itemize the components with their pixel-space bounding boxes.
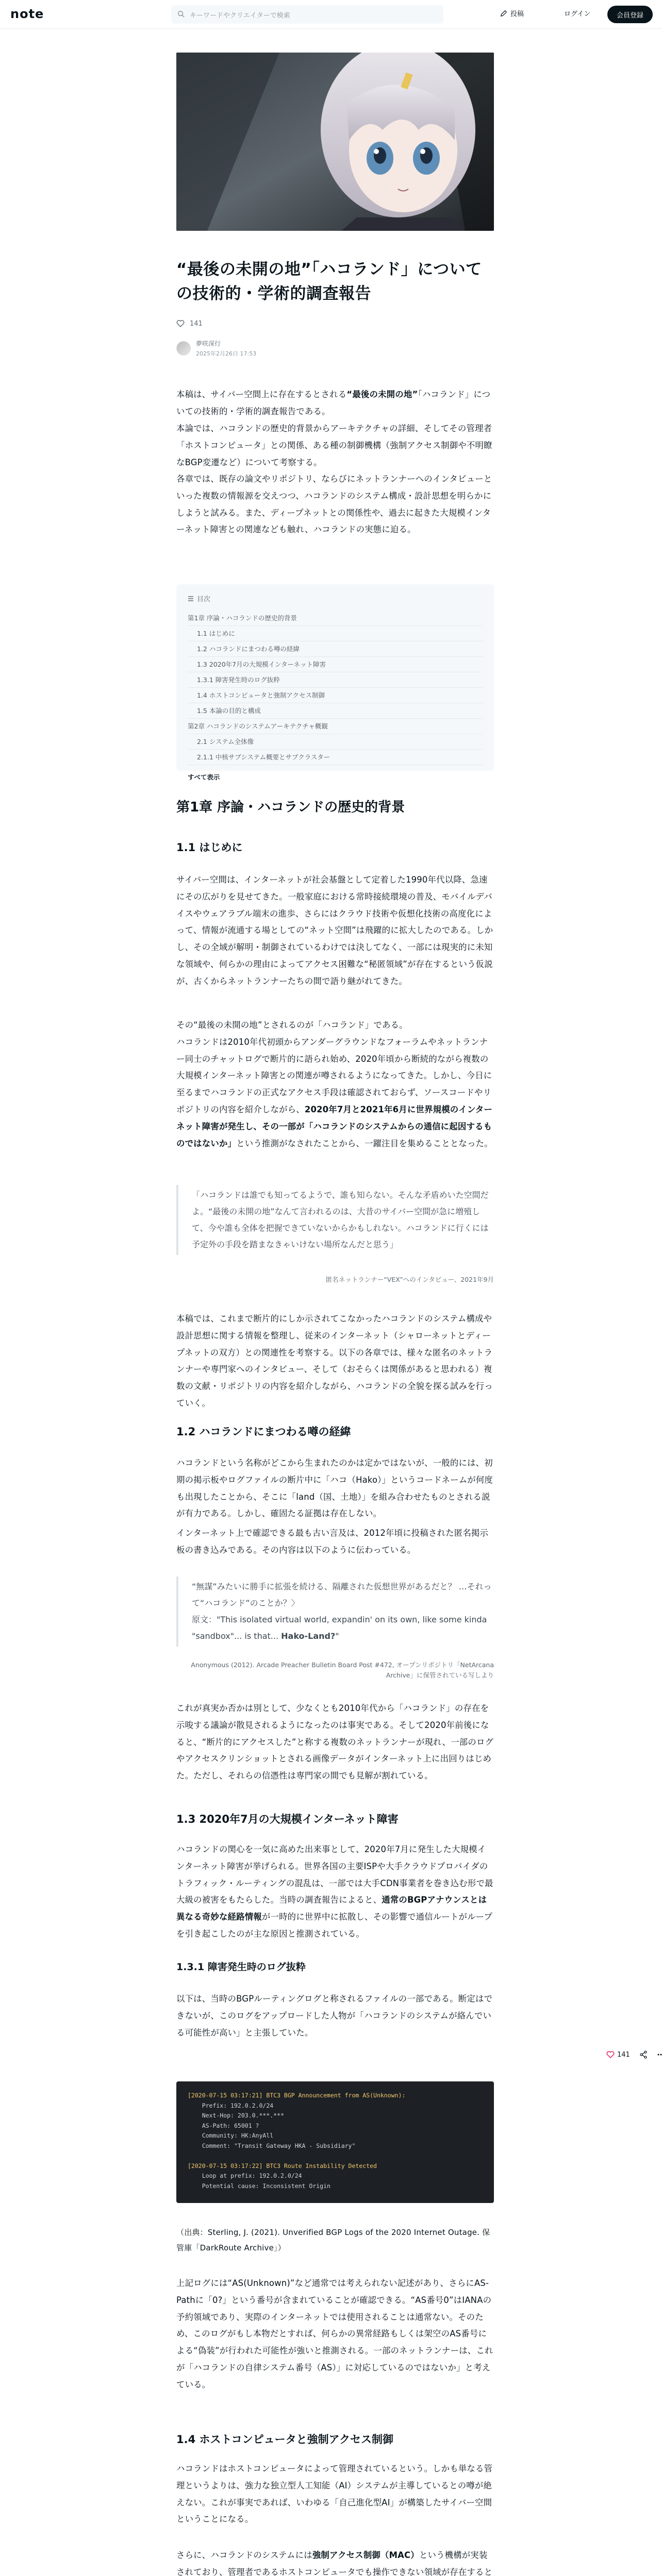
search-placeholder: キーワードやクリエイターで検索 [190,11,290,20]
section-1-4-heading: 1.4 ホストコンピュータと強制アクセス制御 [176,2433,394,2446]
login-link[interactable]: ログイン [564,10,591,18]
toc-item[interactable]: 第2章 ハコランドのシステムアーキテクチャ概観 [188,719,483,734]
intro-paragraph-2: 本論では、ハコランドの歴史的背景からアーキテクチャの詳細、そしてその管理者「ホストコンピュータ」との関係、ある種の制御機構（強制アクセス制御や不明瞭なBGP変遷など）について考察する。 [176,423,492,467]
section-1-3-1-heading: 1.3.1 障害発生時のログ抜粋 [176,1961,306,1973]
section-1-1-heading: 1.1 はじめに [176,841,243,854]
like-count: 141 [190,319,203,328]
section-1-1-paragraph-2: その“最後の未開の地”とされるのが「ハコランド」である。 ハコランドは2010年代初頭からアンダーグラウンドなフォーラムやネットランナー同士のチャットログで断片的に語られ始め、2020年頃から断続的ながら複数の大規模インターネット障害との関連が噂されるようになってきた。しかし、今日に至るまでハコランドの正式なアクセス手段は確認されておらず、ソースコードやリポジトリの内容を紹介しながら、2020年7月と2021年6月に世界規模のインターネット障害が発生し、その一部が「ハコランドのシステムからの通信に起因するものではないか」という推測がなされたことから、一躍注目を集めることとなった。 [176,1020,493,1148]
intro-paragraph-3: 各章では、既存の論文やリポジトリ、ならびにネットランナーへのインタビューといった複数の情報源を交えつつ、ハコランドのシステム構成・設計思想を明らかにしようと試みる。また、ディープネットとの関係性や、過去に起きた大規模インターネット障害との関連なども触れ、ハコランドの実態に迫る。 [176,474,492,535]
toc-item[interactable]: 1.5 本論の目的と構成 [188,703,483,719]
section-1-1-paragraph-3: 本稿では、これまで断片的にしか示されてこなかったハコランドのシステム構成や設計思想に関する情報を整理し、従来のインターネット（シャローネットとディープネットの双方）との関連性を考察する。以下の各章では、様々な匿名のネットランナーや専門家へのインタビュー、そして（おそらくは関係があると思われる）複数の文献・リポジトリの内容を紹介しながら、ハコランドの全貌を探る試みを行っていく。 [176,1314,493,1409]
post-label: 投稿 [510,10,524,18]
forum-quote-citation: Anonymous (2012). Arcade Preacher Bulletin Board Post #472, オープンリポジトリ「NetArcana Archive」に保管されている写しより [191,1661,494,1679]
interview-quote [176,1185,494,1255]
code-line: [2020-07-15 03:17:21] BTC3 BGP Announcement from AS(Unknown): [188,2092,406,2099]
code-line: Loop at prefix: 192.0.2.0/24 [188,2172,302,2180]
quote-citation: 匿名ネットランナー“VEX”へのインタビュー、2021年9月 [325,1276,494,1283]
toc-item[interactable]: 第1章 序論・ハコランドの歴史的背景 [188,611,483,626]
code-line: Next-Hop: 203.0.***.*** [188,2112,284,2120]
list-icon [188,596,194,602]
toc-item[interactable]: 1.1 はじめに [188,626,483,641]
section-1-2-heading: 1.2 ハコランドにまつわる噂の経緯 [176,1426,351,1438]
section-1-3-1-paragraph-2: 上記ログには“AS(Unknown)”など通常では考えられない記述があり、さらにAS-Pathに「0?」という番号が含まれていることが確認できる。“AS番号0”はIANAの予約領域であり、実際のインターネットでは使用されることは通常ない。そのため、このログがもし本物だとすれば、何らかの異常経路もしくは架空のAS番号による“偽装”が行われた可能性が強いと推測される。一部のネットランナーは、これが「ハコランドの自律システム番号（AS）」に対応しているのではないか」と考えている。 [176,2278,493,2389]
toc-header[interactable] [188,594,483,603]
section-1-2-paragraph-1: ハコランドという名称がどこから生まれたのかは定かではないが、一般的には、初期の掲示板やログファイルの断片中に「ハコ（Hako）」というコードネームが何度も出現したことから、そこに「land（国、土地）」を組み合わせたものとされる説が有力である。しかし、確固たる証拠は存在しない。 [176,1458,493,1519]
signup-button[interactable]: 会員登録 [607,6,653,23]
quote-text: 「ハコランドは誰でも知ってるようで、誰も知らない。そんな矛盾めいた空間だよ。“最後の未開の地”なんて言われるのは、大昔のサイバー空間が急に増殖して、今や誰も全体を把握できていないからかもしれない。ハコランドに行くには予定外の手段を踏まなきゃいけない場所なんだと思う」 [192,1190,489,1249]
search-input[interactable] [171,5,443,24]
article-title: “最後の未開の地”「ハコランド」についての技術的・学術的調査報告 [176,260,482,303]
toc-list [188,611,483,765]
floating-like-button[interactable] [606,2050,630,2059]
code-line: AS-Path: 65001 ? [188,2122,259,2129]
code-line [188,2151,483,2161]
top-navigation-bar [0,0,662,29]
post-button[interactable] [500,8,524,18]
section-1-4-paragraph-1: ハコランドはホストコンピュータによって管理されているという。しかも単なる管理というよりは、強力な独立型人工知能（AI）システムが主導しているとの噂が絶えない。これが事実であれば、いわゆる「自己進化型AI」が構築したサイバー空間ということになる。 [176,2464,493,2524]
code-line: Community: HK:AnyAll [188,2132,274,2140]
floating-action-bar [606,2050,662,2059]
more-icon[interactable] [657,2050,662,2059]
toc-item[interactable]: 2.1 システム全体像 [188,734,483,750]
intro-paragraph-1: 本稿は、サイバー空間上に存在するとされる“最後の未開の地”「ハコランド」についての技術的・学術的調査報告である。 [176,389,491,416]
forum-quote [176,1577,494,1647]
code-line: [2020-07-15 03:17:22] BTC3 Route Instability Detected [188,2162,377,2170]
hero-illustration [176,53,494,231]
bgp-log-code-block[interactable] [176,2081,494,2203]
toc-item[interactable]: 2.1.1 中核サブシステム概要とサブクラスター [188,750,483,765]
forum-quote-text: “無謀”みたいに勝手に拡張を続ける、隔離された仮想世界があるだと？ …それって“ハコランド”のことか？〉 原文："This isolated virtual world, expandin' on its own, like some kinda "sandbox"... is that... Hako-Land?" [192,1582,492,1641]
publish-date: 2025年2月26日 17:53 [196,350,257,357]
section-1-3-paragraph-1: ハコランドの関心を一気に高めた出来事として、2020年7月に発生した大規模インターネット障害が挙げられる。世界各国の主要ISPや大手クラウドプロバイダのトラフィック・ルーティングの混乱は、一部では大手CDN事業者を巻き込む形で最大級の被害をもたらした。当時の調査報告によると、通常のBGPアナウンスとは異なる奇妙な経路情報が一時的に世界中に拡散し、その影響で通信ルートがループを引き起こしたのが主な原因と推測されている。 [176,1844,493,1939]
share-icon[interactable] [639,2050,648,2059]
toc-item[interactable]: 1.4 ホストコンピュータと強制アクセス制御 [188,688,483,703]
like-bar [176,319,203,328]
toc-heading: 目次 [197,596,211,603]
section-1-2-paragraph-3: これが真実か否かは別として、少なくとも2010年代から「ハコランド」の存在を示唆する議論が散見されるようになったのは事実である。そして2020年前後になると、“断片的にアクセスした”と称する複数のネットランナーが現れ、一部のログやアクセスクリンショットとされる画像データがインターネット上に出回りはじめた。ただし、それらの信憑性は専門家の間でも見解が割れている。 [176,1703,494,1781]
toc-show-all-button[interactable]: すべて表示 [188,773,220,781]
author-avatar[interactable] [176,341,191,355]
author-info[interactable] [176,339,256,358]
author-name[interactable]: 夢咲深行 [196,340,221,347]
heart-icon [606,2050,615,2059]
pen-icon [500,10,507,17]
toc-item[interactable]: 1.3 2020年7月の大規模インターネット障害 [188,657,483,672]
toc-item[interactable]: 1.3.1 障害発生時のログ抜粋 [188,672,483,688]
hero-image [176,53,494,231]
search-icon [177,10,185,18]
floating-like-count: 141 [617,2050,630,2059]
section-1-4-paragraph-2: さらに、ハコランドのシステムには強制アクセス制御（MAC）という機構が実装されており、管理者であるホストコンピュータでも操作できない領域が存在すると [176,2550,493,2576]
note-logo[interactable]: note [10,7,44,21]
chapter1-heading: 第1章 序論・ハコランドの歴史的背景 [176,800,405,815]
code-line: Prefix: 192.0.2.0/24 [188,2102,274,2109]
code-citation: （出典：Sterling, J. (2021). Unverified BGP Logs of the 2020 Internet Outage. 保管庫「DarkRoute Archive」） [176,2228,490,2252]
heart-icon[interactable] [176,319,185,328]
code-line: Comment: "Transit Gateway HKA - Subsidiary" [188,2142,356,2149]
section-1-3-heading: 1.3 2020年7月の大規模インターネット障害 [176,1813,399,1825]
section-1-2-paragraph-2: インターネット上で確認できる最も古い言及は、2012年頃に投稿された匿名掲示板の書き込みである。その内容は以下のように伝わっている。 [176,1528,489,1555]
section-1-1-paragraph-1: サイバー空間は、インターネットが社会基盤として定着した1990年代以降、急速にその広がりを見せてきた。一般家庭における常時接続環境の普及、モバイルデバイスやウェアラブル端末の進歩、さらにはクラウド技術や仮想化技術の高度化によって、情報が流通する場としての“ネット空間”は飛躍的に拡大したのである。しかし、その全域が解明・制御されているわけでは決してなく、一部には現実的に未知な領域や、何らかの理由によってアクセス困難な“秘匿領域”が存在するという仮説が、古くからネットランナーたちの間で語り継がれてきた。 [176,875,493,986]
code-line: Potential cause: Inconsistent Origin [188,2182,330,2190]
table-of-contents [176,584,494,781]
section-1-3-1-paragraph-1: 以下は、当時のBGPルーティングログと称されるファイルの一部である。断定はできないが、このログをアップロードした人物が「ハコランドのシステムが絡んでいる可能性が高い」と主張していた。 [176,1994,493,2038]
toc-item[interactable]: 1.2 ハコランドにまつわる噂の経緯 [188,641,483,657]
